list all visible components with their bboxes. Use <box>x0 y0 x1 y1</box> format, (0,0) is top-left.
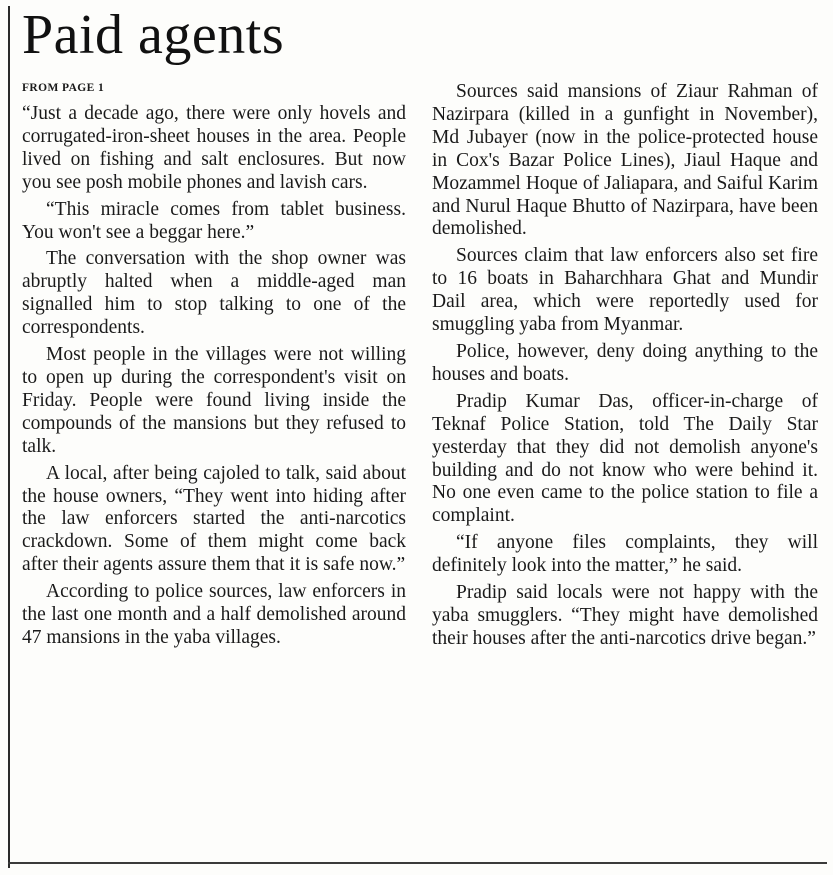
article-column-left <box>22 103 406 654</box>
paragraph: Police, however, deny doing anything to the houses and boats. <box>432 340 818 385</box>
paragraph: Pradip Kumar Das, officer-in-charge of Teknaf Police Station, told The Daily Star yesterday that they did not demolish anyone's building and do not know who were behind it. No one even came to the police station to file a complaint. <box>432 390 818 527</box>
bottom-rule <box>8 862 827 864</box>
article-column-right <box>432 81 818 655</box>
headline: Paid agents <box>22 4 285 66</box>
paragraph: A local, after being cajoled to talk, said about the house owners, “They went into hiding after the law enforcers started the anti-narcotics crackdown. Some of them might come back after their agents assure them that it is safe now.” <box>22 462 406 576</box>
paragraph: Most people in the villages were not willing to open up during the correspondent's visit on Friday. People were found living inside the compounds of the mansions but they refused to talk. <box>22 344 406 457</box>
paragraph: According to police sources, law enforcers in the last one month and a half demolished around 47 mansions in the yaba villages. <box>22 581 406 648</box>
paragraph: “Just a decade ago, there were only hovels and corrugated-iron-sheet houses in the area. People lived on fishing and salt enclosures. But now you see posh mobile phones and lavish cars. <box>22 103 406 193</box>
paragraph: “If anyone files complaints, they will definitely look into the matter,” he said. <box>432 532 818 577</box>
paragraph: Sources said mansions of Ziaur Rahman of Nazirpara (killed in a gunfight in November), Md Jubayer (now in the police-protected house in Cox's Bazar Police Lines), Jiaul Haque and Mozammel Hoque of Jaliapara, and Saiful Karim and Nurul Haque Bhutto of Nazirpara, have been demolished. <box>432 81 818 240</box>
continued-from-label: FROM PAGE 1 <box>22 82 105 94</box>
paragraph: The conversation with the shop owner was abruptly halted when a middle-aged man signalled him to stop talking to one of the correspondents. <box>22 248 406 339</box>
left-column-rule <box>8 6 10 868</box>
paragraph: Sources claim that law enforcers also set fire to 16 boats in Baharchhara Ghat and Mundir Dail area, which were reportedly used for smuggling yaba from Myanmar. <box>432 245 818 336</box>
paragraph: Pradip said locals were not happy with the yaba smugglers. “They might have demolished their houses after the anti-narcotics drive began.” <box>432 582 818 649</box>
paragraph: “This miracle comes from tablet business. You won't see a beggar here.” <box>22 198 406 243</box>
